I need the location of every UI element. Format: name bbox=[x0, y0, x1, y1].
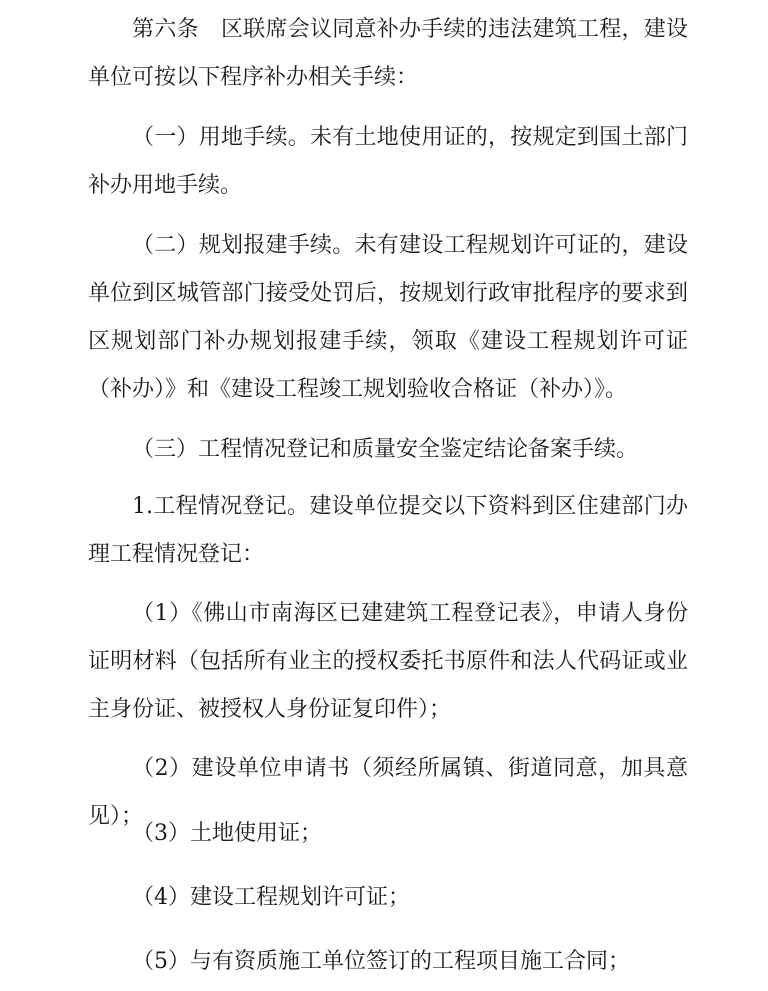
item-land-use-procedure: （一）用地手续。未有土地使用证的，按规定到国土部门补办用地手续。 bbox=[88, 125, 688, 198]
list-item-4: （4）建设工程规划许可证； bbox=[132, 885, 410, 910]
item-registration-procedure: （三）工程情况登记和质量安全鉴定结论备案手续。 bbox=[132, 437, 639, 462]
list-item-5: （5）与有资质施工单位签订的工程项目施工合同； bbox=[132, 949, 630, 974]
article-6-intro: 第六条 区联席会议同意补办手续的违法建筑工程，建设单位可按以下程序补办相关手续： bbox=[88, 17, 688, 90]
list-item-3: （3）土地使用证； bbox=[132, 821, 322, 846]
list-item-2: （2）建设单位申请书（须经所属镇、街道同意，加具意见）； bbox=[88, 756, 688, 829]
item-planning-procedure: （二）规划报建手续。未有建设工程规划许可证的，建设单位到区城管部门接受处罚后，按规划行政审批程序的要求到区规划部门补办规划报建手续，领取《建设工程规划许可证（补办）》和《建设工程竣工规划验收合格证（补办）》。 bbox=[88, 233, 688, 402]
list-item-1: （1）《佛山市南海区已建建筑工程登记表》，申请人身份证明材料（包括所有业主的授权委托书原件和法人代码证或业主身份证、被授权人身份证复印件）； bbox=[88, 601, 688, 722]
subitem-project-registration: 1.工程情况登记。建设单位提交以下资料到区住建部门办理工程情况登记： bbox=[88, 494, 688, 567]
